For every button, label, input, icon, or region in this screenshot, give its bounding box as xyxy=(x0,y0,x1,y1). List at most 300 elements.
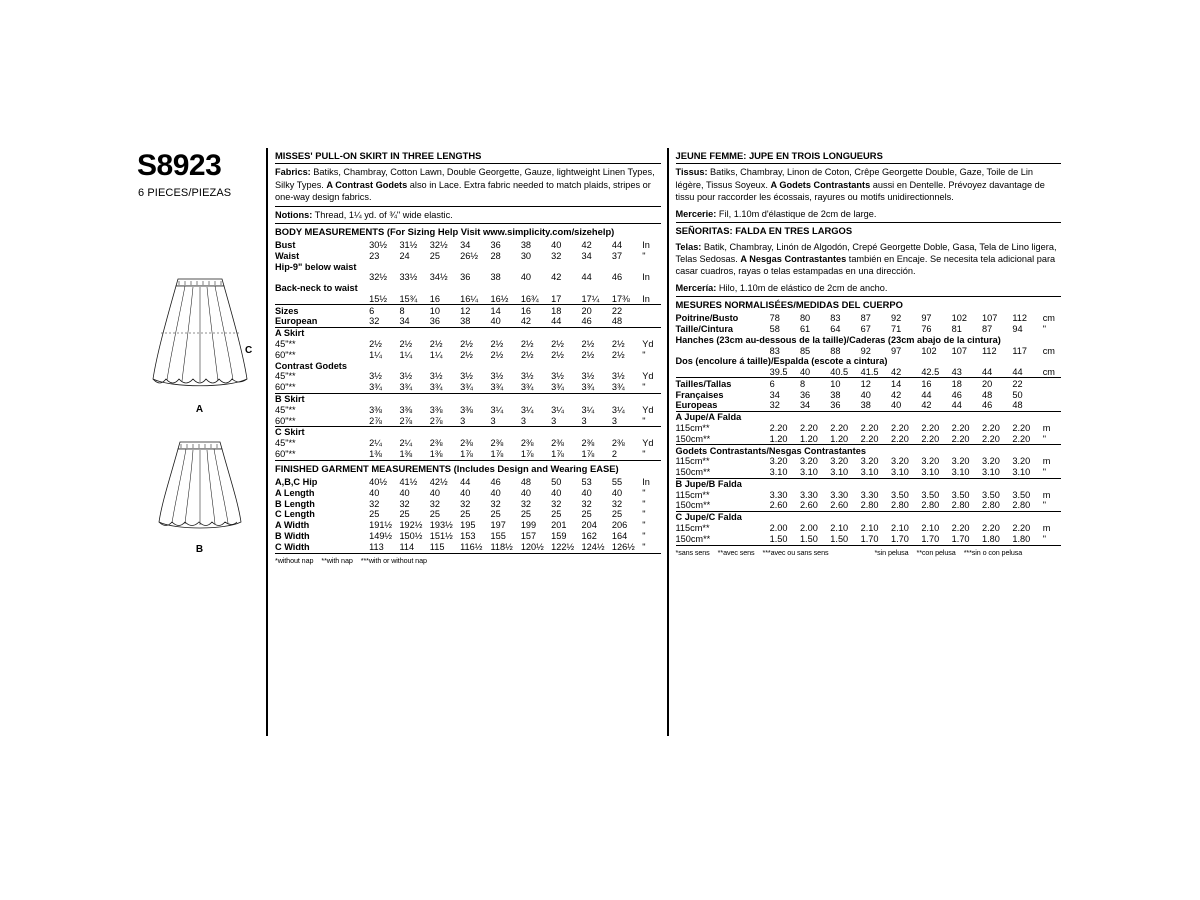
table-cell: 88 xyxy=(830,345,841,356)
table-cell: 3⅜ xyxy=(369,404,382,415)
table-row-label: 45"** xyxy=(275,339,296,350)
table-cell: 64 xyxy=(830,323,841,334)
spanish-title: SEÑORITAS: FALDA EN TRES LARGOS xyxy=(675,225,853,237)
table-row-label: 150cm** xyxy=(675,533,711,544)
table-cell: 48 xyxy=(982,389,993,400)
table-cell: 2.20 xyxy=(951,422,970,433)
table-cell: 1¼ xyxy=(429,349,443,360)
table-cell: 2¼ xyxy=(369,438,382,449)
table-cell: 2.10 xyxy=(921,523,940,534)
table-cell: 2⅜ xyxy=(429,438,443,449)
table-cell: 36 xyxy=(799,389,811,400)
table-cell: 3½ xyxy=(520,371,534,382)
table-cell: 32 xyxy=(611,498,623,509)
table-cell: 2.80 xyxy=(890,500,909,511)
english-fabrics xyxy=(275,164,661,206)
table-cell: 3.20 xyxy=(830,456,849,467)
table-cell: 94 xyxy=(1012,323,1023,334)
table-cell: 40 xyxy=(551,487,562,498)
table-cell: 23 xyxy=(369,250,380,261)
table-cell: 3.10 xyxy=(769,467,788,478)
table-row-label: European xyxy=(275,316,318,327)
table-cell: 12 xyxy=(861,378,891,389)
table-cell: 2.60 xyxy=(799,500,818,511)
table-cell: 124½ xyxy=(581,541,605,552)
table-cell: 199 xyxy=(520,520,537,531)
table-cell: 2⅞ xyxy=(399,415,413,426)
table-row xyxy=(676,367,1062,378)
table-cell: 2½ xyxy=(490,349,504,360)
metric-footnotes xyxy=(676,545,1062,557)
table-cell: 25 xyxy=(429,250,441,261)
spanish-fabrics-text-3: también en Encaje. Se necesita tela adicional para casar cuadros, rayas o telas estampadas en una dirección. xyxy=(675,254,1056,277)
table-cell: 97 xyxy=(921,313,932,324)
table-cell: 42 xyxy=(890,389,902,400)
table-cell: 25 xyxy=(551,509,562,520)
table-cell: 20 xyxy=(582,305,612,316)
table-cell: 1.70 xyxy=(951,533,970,544)
table-cell: 2.00 xyxy=(769,523,788,534)
table-cell: 3.10 xyxy=(799,467,818,478)
table-cell: 3¼ xyxy=(581,404,595,415)
table-cell: 32½ xyxy=(369,272,387,283)
table-unit: Yd xyxy=(642,339,654,350)
table-cell: 3⅜ xyxy=(399,404,413,415)
table-cell: 2.20 xyxy=(830,422,849,433)
spanish-notions-label: Mercería: xyxy=(675,282,717,293)
table-section-label: C Jupe/C Falda xyxy=(676,511,1062,522)
table-cell: 25 xyxy=(399,509,410,520)
table-cell: 2⅜ xyxy=(520,438,534,449)
spanish-fabrics-text-1: Batik, Chambray, Linón de Algodón, Crepé Georgette Doble, Gasa, Tela de Lino ligera, Telas Sedosas. xyxy=(675,241,1057,265)
table-cell: 16¼ xyxy=(460,293,479,304)
table-section-label: A Skirt xyxy=(275,327,661,338)
table-cell: 153 xyxy=(460,531,476,542)
table-cell: 2.80 xyxy=(1012,500,1031,511)
table-cell: 44 xyxy=(611,240,623,251)
table-cell: 32 xyxy=(520,498,532,509)
table-cell: 32 xyxy=(399,498,410,509)
table-cell: 3.30 xyxy=(830,489,849,500)
table-cell: 42 xyxy=(921,400,932,411)
table-cell: 1⅞ xyxy=(520,448,534,459)
table-cell: 2½ xyxy=(460,339,473,350)
table-unit: m xyxy=(1042,489,1051,500)
table-row xyxy=(676,456,1062,467)
table-row xyxy=(275,339,661,350)
footnote-fr-1: *sans sens xyxy=(675,548,710,558)
table-cell: 3.20 xyxy=(921,456,940,467)
table-unit: " xyxy=(642,250,646,261)
table-cell: 83 xyxy=(830,313,841,324)
table-cell: 43 xyxy=(951,367,962,378)
table-row-label: Bust xyxy=(275,240,296,251)
table-cell: 46 xyxy=(490,477,501,488)
table-cell: 1⅜ xyxy=(399,448,413,459)
table-cell: 14 xyxy=(490,305,520,316)
table-cell: 2⅜ xyxy=(611,438,625,449)
table-cell: 3.20 xyxy=(1012,456,1031,467)
table-cell: 40 xyxy=(369,487,380,498)
table-row xyxy=(676,345,1062,356)
table-cell: 38 xyxy=(520,240,532,251)
french-fabrics-text-3: aussi en Dentelle. Prévoyez davantage de tissu pour raccorder les écossais, rayures ou motifs unidirectionnels. xyxy=(675,179,1045,203)
table-cell: 3½ xyxy=(490,371,504,382)
table-row xyxy=(275,327,661,338)
table-cell: 197 xyxy=(490,520,506,531)
table-cell: 42 xyxy=(890,367,902,378)
table-cell: 67 xyxy=(860,323,871,334)
table-cell: 34 xyxy=(799,400,811,411)
table-cell: 83 xyxy=(769,345,780,356)
table-cell: 26½ xyxy=(460,250,479,261)
table-cell: 2.20 xyxy=(1012,523,1031,534)
table-cell: 32 xyxy=(769,400,780,411)
table-cell: 3¼ xyxy=(611,404,625,415)
table-cell: 2.20 xyxy=(1012,433,1031,444)
table-unit xyxy=(642,305,660,316)
table-cell: 3.10 xyxy=(860,467,879,478)
table-row xyxy=(275,305,661,316)
table-row-label: 115cm** xyxy=(675,489,710,500)
table-cell: 3.10 xyxy=(890,467,909,478)
table-cell: 3¾ xyxy=(460,382,473,393)
table-cell: 118½ xyxy=(490,541,513,552)
metric-measurements-header: MESURES NORMALISÉES/MEDIDAS DEL CUERPO xyxy=(675,299,903,311)
notions-text: Thread, 1¼ yd. of ¾" wide elastic. xyxy=(312,209,453,220)
table-cell: 71 xyxy=(890,323,902,334)
table-cell: 113 xyxy=(369,541,384,552)
table-cell: 3.30 xyxy=(769,489,788,500)
table-cell: 40 xyxy=(429,487,441,498)
table-row xyxy=(275,349,661,360)
table-cell: 44 xyxy=(460,477,471,488)
table-cell: 2⅞ xyxy=(369,415,382,426)
fabrics-text-1: Batiks, Chambray, Cotton Lawn, Double Georgette, Gauze, lightweight Linen Types, Silky Types. xyxy=(275,167,655,190)
table-row-label xyxy=(676,345,770,356)
table-cell: 3 xyxy=(520,415,526,426)
table-unit: " xyxy=(642,541,646,552)
footnote-es-2: **con pelusa xyxy=(916,548,956,558)
table-cell: 34 xyxy=(769,389,780,400)
table-cell: 41.5 xyxy=(860,367,879,378)
table-row-label xyxy=(676,367,770,378)
table-cell: 3⅜ xyxy=(429,404,443,415)
table-cell: 116½ xyxy=(460,541,483,552)
table-cell: 3 xyxy=(611,415,617,426)
table-row xyxy=(275,240,661,251)
table-row xyxy=(676,423,1062,434)
table-cell: 115 xyxy=(429,541,445,552)
table-cell: 50 xyxy=(551,477,562,488)
figure-view-a xyxy=(133,273,266,415)
table-cell: 195 xyxy=(460,520,476,531)
table-cell: 122½ xyxy=(551,541,575,552)
table-cell: 3¾ xyxy=(551,382,564,393)
table-row-label xyxy=(275,294,369,305)
table-cell: 40½ xyxy=(369,477,387,488)
table-cell: 2½ xyxy=(581,339,595,350)
table-cell: 46 xyxy=(982,400,993,411)
table-row-label: 150cm** xyxy=(675,500,711,511)
table-cell: 97 xyxy=(890,345,902,356)
table-unit: Yd xyxy=(642,371,654,382)
pieces-count: 6 PIECES/PIEZAS xyxy=(138,187,232,199)
table-cell: 42½ xyxy=(429,477,448,488)
table-row xyxy=(275,283,661,294)
table-cell: 25 xyxy=(490,509,501,520)
table-cell: 3.50 xyxy=(982,489,1000,500)
table-cell: 3½ xyxy=(581,371,595,382)
table-cell: 3½ xyxy=(429,371,443,382)
table-cell: 3.20 xyxy=(769,456,788,467)
table-cell: 92 xyxy=(890,313,902,324)
table-cell: 18 xyxy=(551,305,581,316)
table-cell: 17⅜ xyxy=(611,293,630,304)
notions-label: Notions: xyxy=(275,209,313,220)
table-row-label: Tailles/Tallas xyxy=(676,378,770,389)
table-row xyxy=(275,415,661,426)
table-cell: 2½ xyxy=(520,349,534,360)
table-cell: 1.70 xyxy=(860,533,879,544)
table-cell: 1⅞ xyxy=(581,448,595,459)
table-cell: 38 xyxy=(460,316,471,327)
pattern-number: S8923 xyxy=(137,149,222,182)
table-unit: " xyxy=(642,520,646,531)
table-cell: 2.20 xyxy=(769,422,788,433)
table-cell: 32 xyxy=(369,316,380,327)
table-cell: 50 xyxy=(1012,389,1023,400)
table-cell: 159 xyxy=(551,531,567,542)
table-row-label: 150cm** xyxy=(675,467,711,478)
table-unit xyxy=(1043,389,1061,400)
table-cell: 3 xyxy=(490,415,496,426)
table-row-label: 115cm** xyxy=(675,422,710,433)
table-cell: 112 xyxy=(982,345,997,356)
skirt-b-line-drawing xyxy=(145,436,255,538)
table-section-label: B Skirt xyxy=(275,393,661,404)
spanish-notions xyxy=(676,280,1062,297)
table-cell: 3.50 xyxy=(1012,489,1031,500)
table-row-label: A Length xyxy=(275,487,315,498)
french-fabrics-bold-2: A Godets Contrastants xyxy=(770,179,871,190)
table-cell: 3¾ xyxy=(429,382,443,393)
fabrics-text-3: also in Lace. Extra fabric needed to match plaids, stripes or one-way design fabrics. xyxy=(275,179,651,203)
skirt-a-line-drawing xyxy=(145,273,255,398)
table-cell: 3.30 xyxy=(799,489,818,500)
table-cell: 1.20 xyxy=(799,433,818,444)
table-cell: 2.20 xyxy=(982,433,1000,444)
table-row xyxy=(275,498,661,509)
table-cell: 31½ xyxy=(399,240,418,251)
table-cell: 25 xyxy=(520,509,532,520)
table-cell: 18 xyxy=(952,378,982,389)
table-row-label: Poitrine/Busto xyxy=(675,313,739,324)
table-cell: 1.50 xyxy=(799,533,818,544)
table-cell: 204 xyxy=(581,520,597,531)
table-cell: 32 xyxy=(369,498,380,509)
table-cell: 16 xyxy=(921,378,951,389)
table-cell: 25 xyxy=(611,509,623,520)
table-cell: 46 xyxy=(581,316,592,327)
table-cell: 8 xyxy=(399,305,429,316)
table-cell: 48 xyxy=(520,477,532,488)
table-section-label: Godets Contrastants/Nesgas Contrastantes xyxy=(676,445,1062,456)
table-cell: 1¼ xyxy=(399,349,413,360)
table-cell: 25 xyxy=(581,509,592,520)
table-unit: " xyxy=(1042,533,1046,544)
table-row-label: Waist xyxy=(275,250,300,261)
table-row-label xyxy=(275,272,369,283)
english-notions xyxy=(275,207,661,224)
table-cell: 3¾ xyxy=(369,382,382,393)
table-cell: 193½ xyxy=(429,520,453,531)
english-footnotes xyxy=(275,553,661,565)
table-cell: 2.60 xyxy=(769,500,788,511)
table-cell: 2.20 xyxy=(982,523,1000,534)
table-cell: 32 xyxy=(551,498,562,509)
table-row xyxy=(275,404,661,415)
table-cell: 2⅜ xyxy=(551,438,564,449)
table-cell: 15½ xyxy=(369,293,387,304)
table-row xyxy=(275,316,661,327)
table-row-label: 60"** xyxy=(275,382,296,393)
table-cell: 1.50 xyxy=(830,533,849,544)
table-row xyxy=(676,533,1062,544)
finished-measurements-table xyxy=(275,477,661,552)
table-cell: 25 xyxy=(369,509,380,520)
footnote-fr-3: ***avec ou sans sens xyxy=(762,548,829,558)
table-cell: 34 xyxy=(399,316,410,327)
table-unit xyxy=(1043,400,1061,411)
table-cell: 2.80 xyxy=(951,500,970,511)
table-row-label: Françaises xyxy=(675,389,724,400)
table-row-label: 45"** xyxy=(275,371,296,382)
table-cell: 2.20 xyxy=(860,422,879,433)
table-row xyxy=(676,433,1062,444)
table-row xyxy=(676,445,1062,456)
footnote-3: ***with or without nap xyxy=(360,556,427,566)
table-cell: 44 xyxy=(551,316,562,327)
table-cell: 25 xyxy=(429,509,441,520)
table-cell: 46 xyxy=(611,272,623,283)
french-fabrics-label: Tissus: xyxy=(675,167,708,178)
table-cell: 1.20 xyxy=(830,433,849,444)
table-cell: 3.10 xyxy=(830,467,849,478)
table-cell: 22 xyxy=(612,305,642,316)
english-title: MISSES' PULL-ON SKIRT IN THREE LENGTHS xyxy=(275,148,661,164)
table-cell: 37 xyxy=(611,250,623,261)
table-cell: 6 xyxy=(369,305,399,316)
table-cell: 3¼ xyxy=(551,404,564,415)
table-cell: 14 xyxy=(891,378,921,389)
table-cell: 2.60 xyxy=(830,500,849,511)
table-cell: 36 xyxy=(460,272,471,283)
table-cell: 1.80 xyxy=(982,533,1000,544)
table-cell: 2.20 xyxy=(982,422,1000,433)
table-unit: " xyxy=(642,487,646,498)
table-cell: 114 xyxy=(399,541,415,552)
table-cell: 2¼ xyxy=(399,438,413,449)
table-cell: 3.10 xyxy=(951,467,970,478)
table-cell: 40 xyxy=(551,240,562,251)
table-cell: 201 xyxy=(551,520,567,531)
table-cell: 53 xyxy=(581,477,592,488)
table-cell: 44 xyxy=(982,367,993,378)
table-cell: 3¾ xyxy=(520,382,534,393)
table-cell: 2½ xyxy=(611,339,625,350)
table-row xyxy=(275,438,661,449)
table-cell: 40 xyxy=(799,367,811,378)
table-cell: 112 xyxy=(1012,313,1027,324)
table-cell: 46 xyxy=(951,389,962,400)
table-row xyxy=(676,356,1062,367)
table-row-label: 60"** xyxy=(275,415,296,426)
table-cell: 40 xyxy=(520,272,532,283)
table-cell: 85 xyxy=(799,345,811,356)
table-row-label: A,B,C Hip xyxy=(275,477,318,488)
table-row xyxy=(676,511,1062,522)
table-cell: 2½ xyxy=(551,349,564,360)
table-row xyxy=(676,324,1062,335)
table-section-label: Dos (encolure á taille)/Espalda (escote a cintura) xyxy=(675,356,888,367)
table-row xyxy=(676,334,1062,345)
table-cell: 2 xyxy=(611,448,617,459)
table-cell: 150½ xyxy=(399,531,423,542)
table-unit: " xyxy=(642,349,646,360)
table-unit: " xyxy=(642,415,646,426)
table-cell: 126½ xyxy=(611,541,635,552)
table-cell: 81 xyxy=(951,323,962,334)
table-row-label: C Length xyxy=(275,509,315,520)
table-unit: " xyxy=(642,531,646,542)
french-spanish-column xyxy=(667,148,1068,736)
table-cell: 3⅜ xyxy=(460,404,473,415)
table-cell: 42 xyxy=(551,272,562,283)
table-cell: 25 xyxy=(460,509,471,520)
table-unit: m xyxy=(1042,456,1051,467)
table-cell: 20 xyxy=(982,378,1012,389)
table-cell: 32 xyxy=(490,498,501,509)
table-cell: 32 xyxy=(460,498,471,509)
table-row-label: A Width xyxy=(275,520,310,531)
table-cell: 206 xyxy=(611,520,628,531)
table-row-label: 60"** xyxy=(275,349,296,360)
table-cell: 58 xyxy=(769,323,780,334)
table-cell: 3¾ xyxy=(490,382,504,393)
table-unit: " xyxy=(1042,500,1046,511)
illustration-column xyxy=(133,148,266,736)
french-notions-label: Mercerie: xyxy=(675,208,717,219)
table-row-label: B Width xyxy=(275,531,310,542)
table-row xyxy=(275,520,661,531)
table-cell: 78 xyxy=(769,313,780,324)
table-cell: 2⅜ xyxy=(581,438,595,449)
table-unit: m xyxy=(1042,422,1051,433)
table-cell: 2½ xyxy=(611,349,625,360)
english-column xyxy=(266,148,667,736)
table-cell: 3.30 xyxy=(860,489,879,500)
table-cell: 22 xyxy=(1012,378,1042,389)
table-cell: 8 xyxy=(800,378,830,389)
table-cell: 1.20 xyxy=(769,433,788,444)
table-unit: In xyxy=(642,293,650,304)
table-row xyxy=(676,489,1062,500)
table-section-label: A Jupe/A Falda xyxy=(676,411,1062,422)
spanish-fabrics-label: Telas: xyxy=(675,241,702,252)
table-row xyxy=(275,294,661,305)
table-cell: 40 xyxy=(520,487,532,498)
